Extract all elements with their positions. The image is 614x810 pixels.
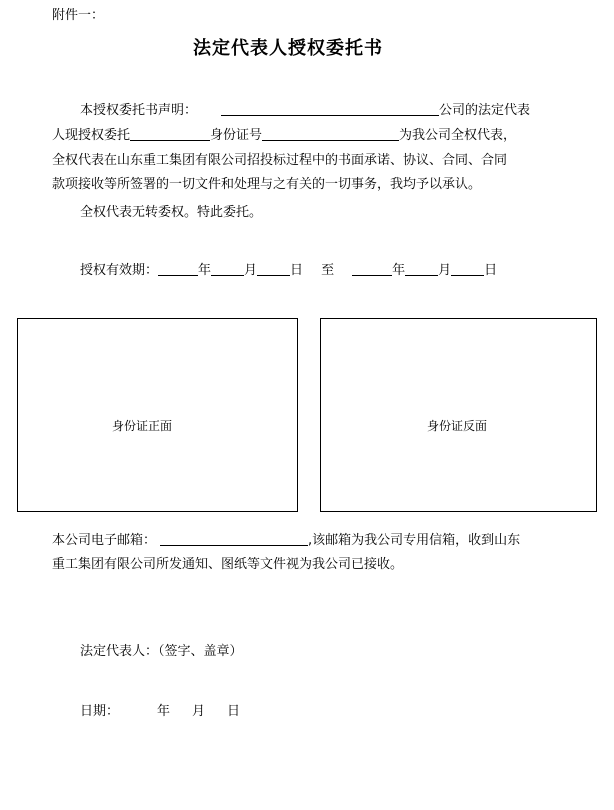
email-line-2: 重工集团有限公司所发通知、图纸等文件视为我公司已接收。 bbox=[52, 557, 404, 572]
start-month-blank[interactable] bbox=[211, 261, 244, 276]
email-label: 本公司电子邮箱： bbox=[52, 533, 157, 548]
date-day-unit: 日 bbox=[227, 704, 241, 719]
email-line-1 bbox=[52, 529, 520, 548]
id-card-front-box[interactable] bbox=[17, 318, 298, 512]
end-month-unit: 月 bbox=[438, 263, 452, 278]
declaration-line-3: 全权代表在山东重工集团有限公司招投标过程中的书面承诺、协议、合同、合同 bbox=[52, 153, 508, 168]
id-number-label: 身份证号 bbox=[210, 128, 263, 143]
validity-label: 授权有效期： bbox=[80, 263, 159, 278]
start-month-unit: 月 bbox=[244, 263, 258, 278]
end-year-blank[interactable] bbox=[352, 261, 392, 276]
email-statement: ,该邮箱为我公司专用信箱，收到山东 bbox=[308, 533, 521, 548]
declaration-lead: 本授权委托书声明： bbox=[80, 103, 198, 118]
attachment-label: 附件一： bbox=[52, 8, 105, 23]
date-month-unit: 月 bbox=[192, 704, 206, 719]
delegate-name-blank[interactable] bbox=[130, 126, 210, 141]
declaration-line-4: 款项接收等所签署的一切文件和处理与之有关的一切事务，我均予以承认。 bbox=[52, 177, 482, 192]
start-year-blank[interactable] bbox=[158, 261, 198, 276]
id-number-blank[interactable] bbox=[262, 126, 399, 141]
declaration-line-1 bbox=[80, 99, 530, 118]
company-name-blank[interactable] bbox=[221, 101, 439, 116]
id-card-back-box[interactable] bbox=[320, 318, 597, 512]
end-year-unit: 年 bbox=[392, 263, 406, 278]
signature-label: 法定代表人：（签字、盖章） bbox=[80, 644, 243, 659]
declaration-company-suffix: 公司的法定代表 bbox=[439, 103, 531, 118]
declaration-line-2 bbox=[52, 124, 516, 143]
date-year-unit: 年 bbox=[157, 704, 171, 719]
declaration-line-5: 全权代表无转委权。特此委托。 bbox=[80, 205, 263, 220]
start-day-blank[interactable] bbox=[257, 261, 290, 276]
declaration-authorize-text: 人现授权委托 bbox=[52, 128, 131, 143]
start-day-unit: 日 bbox=[290, 263, 304, 278]
id-card-front-label: 身份证正面 bbox=[112, 419, 173, 433]
start-year-unit: 年 bbox=[198, 263, 212, 278]
validity-period-row bbox=[80, 259, 497, 278]
declaration-representative-text: 为我公司全权代表， bbox=[399, 128, 517, 143]
date-row bbox=[80, 700, 240, 719]
validity-to: 至 bbox=[321, 263, 335, 278]
date-label: 日期： bbox=[80, 704, 120, 719]
end-day-unit: 日 bbox=[484, 263, 498, 278]
id-card-back-label: 身份证反面 bbox=[427, 419, 488, 433]
end-day-blank[interactable] bbox=[451, 261, 484, 276]
end-month-blank[interactable] bbox=[405, 261, 438, 276]
document-title: 法定代表人授权委托书 bbox=[193, 38, 383, 59]
email-blank[interactable] bbox=[160, 531, 308, 546]
